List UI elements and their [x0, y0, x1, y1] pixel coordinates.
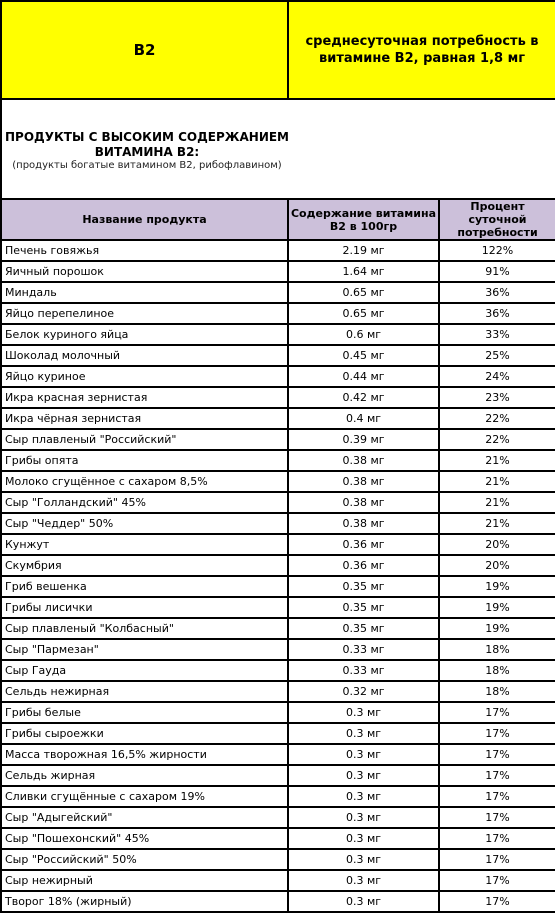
percent-cell: 17% [439, 870, 555, 891]
amount-cell: 0.4 мг [288, 408, 439, 429]
percent-cell: 19% [439, 618, 555, 639]
amount-cell: 0.38 мг [288, 450, 439, 471]
amount-cell: 0.38 мг [288, 513, 439, 534]
table-row [1, 408, 555, 429]
percent-cell: 17% [439, 807, 555, 828]
product-name-cell: Сыр "Пошехонский" 45% [1, 828, 288, 849]
percent-cell: 25% [439, 345, 555, 366]
daily-requirement-text: среднесуточная потребность в витамине B2, равная 1,8 мг [288, 1, 555, 99]
percent-cell: 19% [439, 597, 555, 618]
amount-cell: 0.33 мг [288, 660, 439, 681]
product-name-cell: Сельдь жирная [1, 765, 288, 786]
amount-cell: 0.3 мг [288, 870, 439, 891]
amount-cell: 0.3 мг [288, 807, 439, 828]
product-name-cell: Сливки сгущённые с сахаром 19% [1, 786, 288, 807]
product-name-cell: Шоколад молочный [1, 345, 288, 366]
intro-subtitle: (продукты богатые витамином B2, рибофлавином) [12, 160, 282, 171]
product-name-cell: Сыр плавленый "Российский" [1, 429, 288, 450]
product-name-cell: Сыр "Пармезан" [1, 639, 288, 660]
percent-cell: 22% [439, 429, 555, 450]
product-name-cell: Икра красная зернистая [1, 387, 288, 408]
table-row [1, 240, 555, 261]
product-name-cell: Сыр "Чеддер" 50% [1, 513, 288, 534]
percent-cell: 36% [439, 303, 555, 324]
percent-cell: 22% [439, 408, 555, 429]
product-name-cell: Яйцо куриное [1, 366, 288, 387]
table-body [1, 1, 555, 912]
table-row [1, 807, 555, 828]
product-name-cell: Скумбрия [1, 555, 288, 576]
product-name-cell: Сельдь нежирная [1, 681, 288, 702]
percent-cell: 23% [439, 387, 555, 408]
percent-cell: 17% [439, 702, 555, 723]
table-row [1, 576, 555, 597]
table-row [1, 366, 555, 387]
column-header-row [1, 199, 555, 240]
table-row [1, 261, 555, 282]
amount-cell: 0.65 мг [288, 303, 439, 324]
amount-cell: 0.36 мг [288, 534, 439, 555]
amount-cell: 0.3 мг [288, 702, 439, 723]
amount-cell: 0.3 мг [288, 891, 439, 912]
amount-cell: 0.3 мг [288, 828, 439, 849]
amount-cell: 0.42 мг [288, 387, 439, 408]
percent-cell: 20% [439, 555, 555, 576]
column-header-amount: Содержание витамина B2 в 100гр [288, 199, 439, 240]
amount-cell: 0.44 мг [288, 366, 439, 387]
table-row [1, 702, 555, 723]
table-row [1, 534, 555, 555]
product-name-cell: Грибы опята [1, 450, 288, 471]
percent-cell: 18% [439, 639, 555, 660]
product-name-cell: Сыр плавленый "Колбасный" [1, 618, 288, 639]
vitamin-name: B2 [1, 1, 288, 99]
table-row [1, 429, 555, 450]
percent-cell: 17% [439, 723, 555, 744]
amount-cell: 0.39 мг [288, 429, 439, 450]
amount-cell: 0.3 мг [288, 765, 439, 786]
table-row [1, 681, 555, 702]
amount-cell: 0.45 мг [288, 345, 439, 366]
product-name-cell: Сыр Гауда [1, 660, 288, 681]
amount-cell: 0.33 мг [288, 639, 439, 660]
table-row [1, 660, 555, 681]
percent-cell: 21% [439, 471, 555, 492]
product-name-cell: Грибы сыроежки [1, 723, 288, 744]
table-row [1, 324, 555, 345]
table-row [1, 744, 555, 765]
amount-cell: 0.35 мг [288, 597, 439, 618]
product-name-cell: Яичный порошок [1, 261, 288, 282]
intro-block [1, 99, 555, 199]
product-name-cell: Гриб вешенка [1, 576, 288, 597]
amount-cell: 0.32 мг [288, 681, 439, 702]
table-row [1, 492, 555, 513]
intro-title: ПРОДУКТЫ С ВЫСОКИМ СОДЕРЖАНИЕМ ВИТАМИНА B2: [4, 130, 289, 159]
table-row [1, 765, 555, 786]
table-row [1, 387, 555, 408]
amount-cell: 0.35 мг [288, 576, 439, 597]
table-row [1, 870, 555, 891]
table-row [1, 303, 555, 324]
amount-cell: 1.64 мг [288, 261, 439, 282]
intro-cell [1, 99, 555, 199]
table-row [1, 849, 555, 870]
percent-cell: 20% [439, 534, 555, 555]
table-row [1, 282, 555, 303]
table-row [1, 639, 555, 660]
amount-cell: 0.36 мг [288, 555, 439, 576]
amount-cell: 0.3 мг [288, 723, 439, 744]
product-name-cell: Грибы белые [1, 702, 288, 723]
product-name-cell: Молоко сгущённое с сахаром 8,5% [1, 471, 288, 492]
percent-cell: 17% [439, 828, 555, 849]
product-name-cell: Сыр "Адыгейский" [1, 807, 288, 828]
product-name-cell: Яйцо перепелиное [1, 303, 288, 324]
header-banner [1, 1, 555, 99]
percent-cell: 18% [439, 660, 555, 681]
table-row [1, 555, 555, 576]
table-row [1, 786, 555, 807]
table-row [1, 513, 555, 534]
product-name-cell: Грибы лисички [1, 597, 288, 618]
percent-cell: 91% [439, 261, 555, 282]
table-row [1, 828, 555, 849]
percent-cell: 17% [439, 786, 555, 807]
intro-text-wrap [2, 126, 292, 172]
table-row [1, 345, 555, 366]
product-name-cell: Икра чёрная зернистая [1, 408, 288, 429]
table-row [1, 618, 555, 639]
percent-cell: 18% [439, 681, 555, 702]
amount-cell: 0.65 мг [288, 282, 439, 303]
product-name-cell: Белок куриного яйца [1, 324, 288, 345]
percent-cell: 17% [439, 744, 555, 765]
column-header-percent: Процент суточной потребности [439, 199, 555, 240]
product-name-cell: Сыр "Российский" 50% [1, 849, 288, 870]
percent-cell: 122% [439, 240, 555, 261]
amount-cell: 0.3 мг [288, 744, 439, 765]
amount-cell: 2.19 мг [288, 240, 439, 261]
percent-cell: 33% [439, 324, 555, 345]
percent-cell: 21% [439, 450, 555, 471]
amount-cell: 0.38 мг [288, 492, 439, 513]
table-row [1, 891, 555, 912]
product-name-cell: Сыр нежирный [1, 870, 288, 891]
table-row [1, 450, 555, 471]
amount-cell: 0.3 мг [288, 786, 439, 807]
product-name-cell: Кунжут [1, 534, 288, 555]
percent-cell: 17% [439, 891, 555, 912]
percent-cell: 36% [439, 282, 555, 303]
column-header-name: Название продукта [1, 199, 288, 240]
amount-cell: 0.3 мг [288, 849, 439, 870]
percent-cell: 21% [439, 492, 555, 513]
amount-cell: 0.35 мг [288, 618, 439, 639]
percent-cell: 24% [439, 366, 555, 387]
percent-cell: 17% [439, 849, 555, 870]
percent-cell: 17% [439, 765, 555, 786]
amount-cell: 0.6 мг [288, 324, 439, 345]
table-row [1, 723, 555, 744]
product-name-cell: Сыр "Голландский" 45% [1, 492, 288, 513]
product-name-cell: Масса творожная 16,5% жирности [1, 744, 288, 765]
percent-cell: 19% [439, 576, 555, 597]
amount-cell: 0.38 мг [288, 471, 439, 492]
table-row [1, 597, 555, 618]
product-name-cell: Творог 18% (жирный) [1, 891, 288, 912]
percent-cell: 21% [439, 513, 555, 534]
product-name-cell: Миндаль [1, 282, 288, 303]
product-name-cell: Печень говяжья [1, 240, 288, 261]
table-row [1, 471, 555, 492]
